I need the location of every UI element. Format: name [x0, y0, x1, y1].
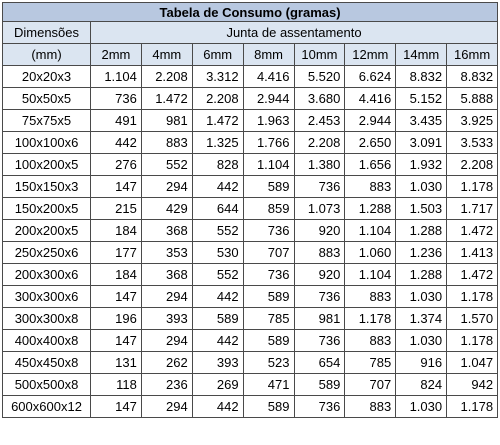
- value-cell: 644: [192, 198, 243, 220]
- value-cell: 920: [294, 220, 345, 242]
- value-cell: 353: [141, 242, 192, 264]
- value-cell: 707: [243, 242, 294, 264]
- value-cell: 294: [141, 176, 192, 198]
- table-row: [3, 308, 498, 330]
- dimension-cell: 300x300x8: [3, 308, 91, 330]
- value-cell: 269: [192, 374, 243, 396]
- value-cell: 3.925: [447, 110, 498, 132]
- value-cell: 276: [91, 154, 142, 176]
- column-header: 12mm: [345, 44, 396, 66]
- column-header: 4mm: [141, 44, 192, 66]
- value-cell: 4.416: [243, 66, 294, 88]
- dimension-cell: 20x20x3: [3, 66, 91, 88]
- value-cell: 131: [91, 352, 142, 374]
- consumption-table: [2, 2, 498, 418]
- value-cell: 368: [141, 264, 192, 286]
- value-cell: 1.472: [141, 88, 192, 110]
- value-cell: 8.832: [396, 66, 447, 88]
- table-row: [3, 198, 498, 220]
- value-cell: 1.656: [345, 154, 396, 176]
- value-cell: 471: [243, 374, 294, 396]
- dimension-cell: 250x250x6: [3, 242, 91, 264]
- value-cell: 262: [141, 352, 192, 374]
- value-cell: 1.717: [447, 198, 498, 220]
- value-cell: 147: [91, 286, 142, 308]
- value-cell: 2.208: [141, 66, 192, 88]
- joint-group-header: Junta de assentamento: [91, 22, 498, 44]
- value-cell: 393: [141, 308, 192, 330]
- value-cell: 147: [91, 330, 142, 352]
- table-row: [3, 396, 498, 418]
- value-cell: 2.944: [345, 110, 396, 132]
- value-cell: 5.520: [294, 66, 345, 88]
- value-cell: 442: [192, 176, 243, 198]
- table-row: [3, 132, 498, 154]
- value-cell: 883: [345, 286, 396, 308]
- value-cell: 883: [345, 176, 396, 198]
- column-header: 6mm: [192, 44, 243, 66]
- value-cell: 736: [294, 286, 345, 308]
- value-cell: 1.325: [192, 132, 243, 154]
- value-cell: 828: [192, 154, 243, 176]
- value-cell: 4.416: [345, 88, 396, 110]
- value-cell: 1.178: [447, 396, 498, 418]
- value-cell: 8.832: [447, 66, 498, 88]
- value-cell: 1.047: [447, 352, 498, 374]
- column-header: 8mm: [243, 44, 294, 66]
- value-cell: 1.104: [345, 220, 396, 242]
- value-cell: 1.030: [396, 330, 447, 352]
- value-cell: 1.932: [396, 154, 447, 176]
- value-cell: 736: [294, 176, 345, 198]
- value-cell: 1.178: [447, 286, 498, 308]
- value-cell: 736: [243, 220, 294, 242]
- value-cell: 883: [345, 330, 396, 352]
- table-row: [3, 154, 498, 176]
- table-title: Tabela de Consumo (gramas): [3, 3, 498, 22]
- value-cell: 1.374: [396, 308, 447, 330]
- dimension-cell: 600x600x12: [3, 396, 91, 418]
- value-cell: 1.472: [447, 264, 498, 286]
- table-row: [3, 220, 498, 242]
- value-cell: 1.178: [447, 176, 498, 198]
- value-cell: 147: [91, 396, 142, 418]
- value-cell: 530: [192, 242, 243, 264]
- value-cell: 916: [396, 352, 447, 374]
- value-cell: 1.413: [447, 242, 498, 264]
- value-cell: 1.104: [243, 154, 294, 176]
- value-cell: 883: [345, 396, 396, 418]
- dimension-cell: 150x150x3: [3, 176, 91, 198]
- value-cell: 442: [192, 396, 243, 418]
- value-cell: 1.380: [294, 154, 345, 176]
- value-cell: 177: [91, 242, 142, 264]
- value-cell: 5.888: [447, 88, 498, 110]
- dimension-cell: 300x300x6: [3, 286, 91, 308]
- value-cell: 442: [192, 330, 243, 352]
- table-row: [3, 352, 498, 374]
- value-cell: 184: [91, 220, 142, 242]
- dimension-cell: 500x500x8: [3, 374, 91, 396]
- value-cell: 859: [243, 198, 294, 220]
- value-cell: 883: [141, 132, 192, 154]
- value-cell: 294: [141, 330, 192, 352]
- column-header: 10mm: [294, 44, 345, 66]
- value-cell: 1.472: [192, 110, 243, 132]
- table-row: [3, 176, 498, 198]
- value-cell: 2.944: [243, 88, 294, 110]
- value-cell: 2.453: [294, 110, 345, 132]
- value-cell: 883: [294, 242, 345, 264]
- value-cell: 3.312: [192, 66, 243, 88]
- value-cell: 1.030: [396, 396, 447, 418]
- value-cell: 442: [192, 286, 243, 308]
- value-cell: 523: [243, 352, 294, 374]
- table-row: [3, 242, 498, 264]
- value-cell: 1.503: [396, 198, 447, 220]
- dimension-cell: 150x200x5: [3, 198, 91, 220]
- dimension-cell: 400x400x8: [3, 330, 91, 352]
- value-cell: 1.236: [396, 242, 447, 264]
- value-cell: 589: [243, 176, 294, 198]
- value-cell: 589: [243, 396, 294, 418]
- table-row: [3, 66, 498, 88]
- dimension-cell: 200x200x5: [3, 220, 91, 242]
- value-cell: 429: [141, 198, 192, 220]
- value-cell: 3.435: [396, 110, 447, 132]
- value-cell: 3.091: [396, 132, 447, 154]
- value-cell: 942: [447, 374, 498, 396]
- value-cell: 785: [345, 352, 396, 374]
- value-cell: 3.680: [294, 88, 345, 110]
- value-cell: 1.472: [447, 220, 498, 242]
- value-cell: 5.152: [396, 88, 447, 110]
- dimension-cell: 450x450x8: [3, 352, 91, 374]
- value-cell: 2.208: [294, 132, 345, 154]
- value-cell: 1.288: [396, 220, 447, 242]
- value-cell: 2.650: [345, 132, 396, 154]
- value-cell: 491: [91, 110, 142, 132]
- dimension-cell: 100x200x5: [3, 154, 91, 176]
- column-header: 2mm: [91, 44, 142, 66]
- value-cell: 1.060: [345, 242, 396, 264]
- value-cell: 824: [396, 374, 447, 396]
- value-cell: 981: [141, 110, 192, 132]
- dimension-cell: 100x100x6: [3, 132, 91, 154]
- value-cell: 736: [91, 88, 142, 110]
- value-cell: 294: [141, 286, 192, 308]
- dimension-cell: 75x75x5: [3, 110, 91, 132]
- value-cell: 1.030: [396, 286, 447, 308]
- value-cell: 1.178: [345, 308, 396, 330]
- value-cell: 2.208: [447, 154, 498, 176]
- value-cell: 215: [91, 198, 142, 220]
- value-cell: 981: [294, 308, 345, 330]
- value-cell: 6.624: [345, 66, 396, 88]
- dimensions-header: Dimensões: [3, 22, 91, 44]
- dimension-cell: 200x300x6: [3, 264, 91, 286]
- value-cell: 2.208: [192, 88, 243, 110]
- value-cell: 552: [141, 154, 192, 176]
- value-cell: 785: [243, 308, 294, 330]
- value-cell: 368: [141, 220, 192, 242]
- value-cell: 1.963: [243, 110, 294, 132]
- dimension-cell: 50x50x5: [3, 88, 91, 110]
- value-cell: 1.073: [294, 198, 345, 220]
- table-row: [3, 374, 498, 396]
- value-cell: 589: [243, 330, 294, 352]
- value-cell: 442: [91, 132, 142, 154]
- value-cell: 1.288: [396, 264, 447, 286]
- value-cell: 736: [294, 330, 345, 352]
- table-row: [3, 286, 498, 308]
- value-cell: 393: [192, 352, 243, 374]
- value-cell: 118: [91, 374, 142, 396]
- value-cell: 1.104: [91, 66, 142, 88]
- value-cell: 654: [294, 352, 345, 374]
- value-cell: 552: [192, 264, 243, 286]
- value-cell: 1.570: [447, 308, 498, 330]
- value-cell: 736: [243, 264, 294, 286]
- column-header: 16mm: [447, 44, 498, 66]
- value-cell: 589: [192, 308, 243, 330]
- value-cell: 589: [243, 286, 294, 308]
- value-cell: 736: [294, 396, 345, 418]
- table-row: [3, 264, 498, 286]
- value-cell: 184: [91, 264, 142, 286]
- value-cell: 3.533: [447, 132, 498, 154]
- value-cell: 552: [192, 220, 243, 242]
- table-row: [3, 110, 498, 132]
- value-cell: 147: [91, 176, 142, 198]
- value-cell: 1.104: [345, 264, 396, 286]
- value-cell: 1.766: [243, 132, 294, 154]
- table-row: [3, 88, 498, 110]
- value-cell: 707: [345, 374, 396, 396]
- value-cell: 1.288: [345, 198, 396, 220]
- value-cell: 920: [294, 264, 345, 286]
- value-cell: 589: [294, 374, 345, 396]
- column-header: 14mm: [396, 44, 447, 66]
- value-cell: 1.178: [447, 330, 498, 352]
- value-cell: 196: [91, 308, 142, 330]
- table-row: [3, 330, 498, 352]
- value-cell: 236: [141, 374, 192, 396]
- value-cell: 294: [141, 396, 192, 418]
- dimensions-unit-header: (mm): [3, 44, 91, 66]
- value-cell: 1.030: [396, 176, 447, 198]
